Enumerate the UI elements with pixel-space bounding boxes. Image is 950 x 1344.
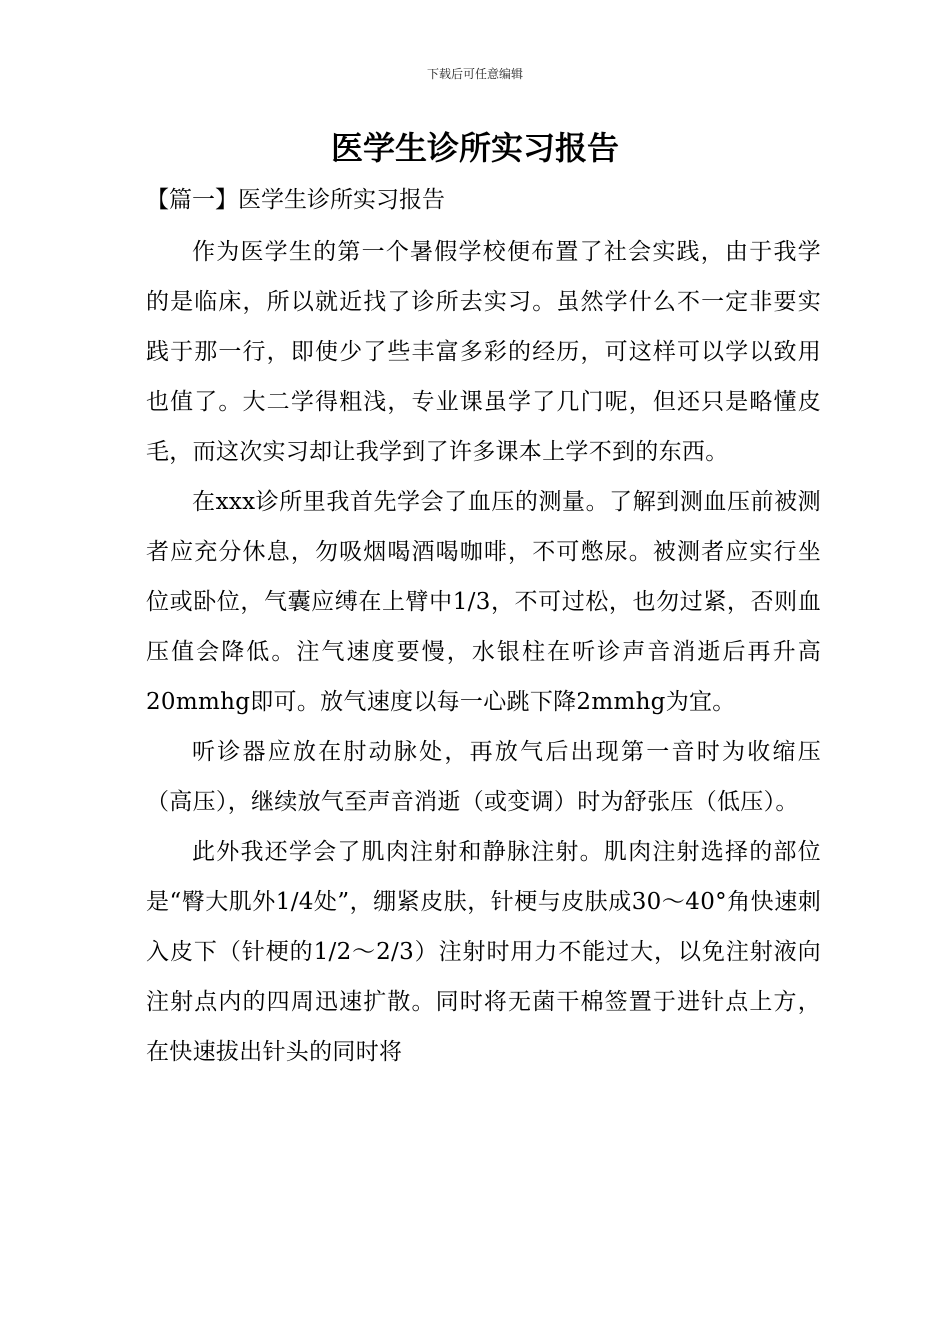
section-heading: 【篇一】医学生诊所实习报告 xyxy=(146,187,445,213)
paragraph-blood-pressure: 在xxx诊所里我首先学会了血压的测量。了解到测血压前被测者应充分休息，勿吸烟喝酒喝咖啡，不可憋尿。被测者应实行坐位或卧位，气囊应缚在上臂中1/3，不可过松，也勿过紧，否则血压值会降低。注气速度要慢，水银柱在听诊声音消逝后再升高20mmhg即可。放气速度以每一心跳下降2mmhg为宜。 xyxy=(146,489,821,715)
document-title: 医学生诊所实习报告 xyxy=(330,129,619,167)
paragraph-intro: 作为医学生的第一个暑假学校便布置了社会实践，由于我学的是临床，所以就近找了诊所去实习。虽然学什么不一定非要实践于那一行，即使少了些丰富多彩的经历，可这样可以学以致用也值了。大二学得粗浅，专业课虽学了几门呢，但还只是略懂皮毛，而这次实习却让我学到了许多课本上学不到的东西。 xyxy=(146,239,821,465)
paragraph-injection: 此外我还学会了肌肉注射和静脉注射。肌肉注射选择的部位是“臀大肌外1/4处”，绷紧皮肤，针梗与皮肤成30～40°角快速刺入皮下（针梗的1/2～2/3）注射时用力不能过大，以免注射液向注射点内的四周迅速扩散。同时将无菌干棉签置于进针点上方，在快速拔出针头的同时将 xyxy=(146,839,821,1065)
document-body xyxy=(146,227,821,1077)
paragraph-auscultation: 听诊器应放在肘动脉处，再放气后出现第一音时为收缩压（高压），继续放气至声音消逝（或变调）时为舒张压（低压）。 xyxy=(146,739,821,815)
header-note: 下载后可任意编辑 xyxy=(426,67,523,81)
